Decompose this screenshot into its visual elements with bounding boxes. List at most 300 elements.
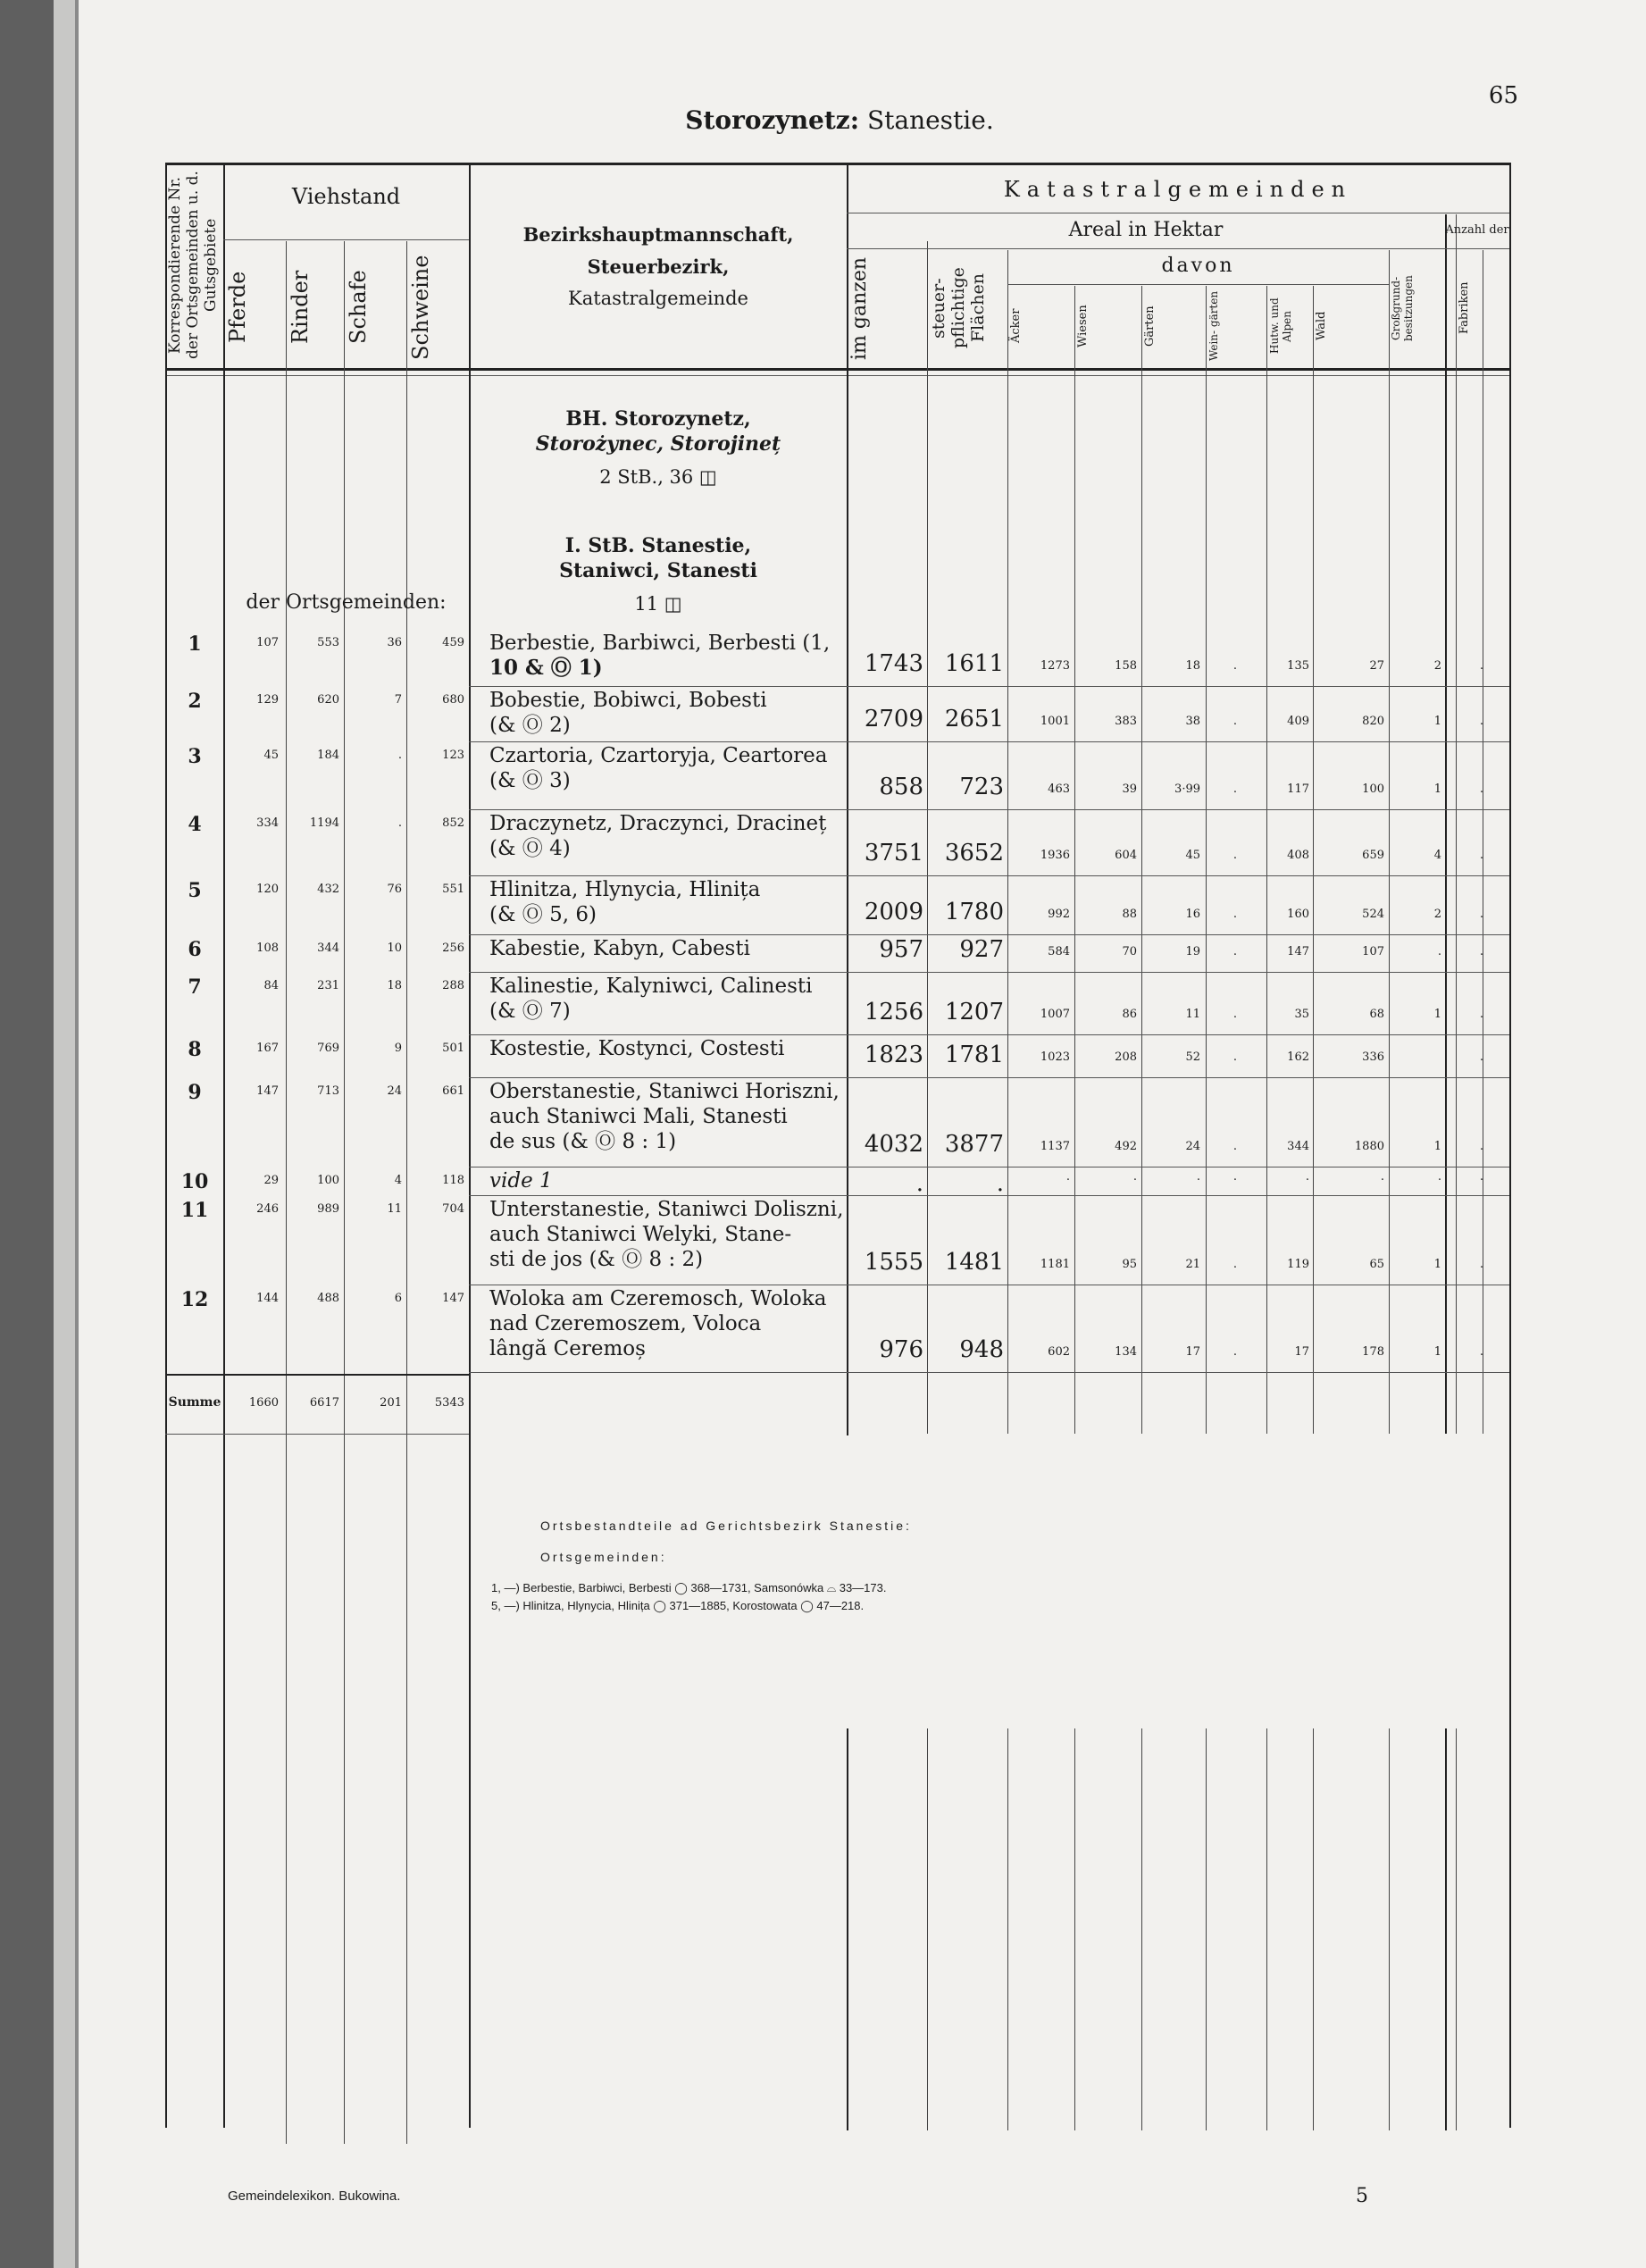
cell-pferde: 246 [256, 1202, 279, 1216]
col-line [165, 163, 167, 2128]
katastralgemeinde-name [489, 1079, 847, 1154]
row-number: 3 [188, 745, 202, 768]
cell-schweine: 288 [442, 979, 464, 992]
row-number: 11 [180, 1199, 209, 1222]
cell-steuer: 723 [959, 774, 1004, 800]
cell-rinder: 620 [317, 693, 339, 707]
cell-wald: 68 [1369, 1008, 1384, 1021]
name-line: Kostestie, Kostynci, Costesti [489, 1037, 785, 1060]
cell-schweine: 501 [442, 1042, 464, 1055]
cell-schafe: 18 [387, 979, 402, 992]
col-line [286, 241, 287, 2144]
row-number: 5 [188, 879, 202, 902]
name-line: (& Ⓞ 2) [489, 714, 571, 737]
cell-pferde: 29 [263, 1174, 279, 1187]
table-top-rule [165, 163, 1509, 165]
cell-rinder: 553 [317, 636, 339, 649]
cell-wein: . [1232, 1008, 1238, 1021]
col-line [1206, 1728, 1207, 2130]
viehstand-rule [223, 239, 469, 240]
col-line [469, 163, 471, 2128]
cell-steuer: . [996, 1170, 1004, 1197]
cell-gaerten: . [1196, 1170, 1200, 1184]
row-separator [469, 741, 1509, 742]
cell-rinder: 344 [317, 942, 339, 955]
table-right-edge [1509, 163, 1511, 2128]
cell-rinder: 231 [317, 979, 339, 992]
cell-schweine: 256 [442, 942, 464, 955]
row-number: 12 [180, 1288, 209, 1311]
cell-fabr: . [1479, 1008, 1484, 1021]
col-line [1007, 1728, 1008, 2130]
header-viehstand: Viehstand [291, 184, 401, 209]
header-im-ganzen: im ganzen [848, 256, 871, 360]
header-rinder: Rinder [288, 270, 313, 345]
row-separator [469, 875, 1509, 876]
name-line: Woloka am Czeremosch, Woloka [489, 1287, 827, 1310]
cell-rinder: 769 [317, 1042, 339, 1055]
cell-steuer: 2651 [944, 706, 1004, 732]
district-names: Storożynec, Storojineț [535, 432, 781, 456]
cell-fabr: . [1479, 908, 1484, 921]
cell-schafe: 9 [394, 1042, 402, 1055]
cell-steuer: 1207 [944, 999, 1004, 1025]
cell-steuer: 1481 [944, 1249, 1004, 1276]
cell-wiesen: 492 [1115, 1140, 1137, 1153]
header-schweine: Schweine [408, 255, 433, 360]
cell-wein: . [1232, 1140, 1238, 1153]
cell-aecker: 1023 [1040, 1050, 1070, 1064]
running-title-bold: Storozynetz: [685, 105, 860, 135]
col-line [927, 1728, 928, 2130]
cell-wiesen: 604 [1115, 849, 1137, 862]
cell-gaerten: 3·99 [1174, 783, 1200, 796]
scan-left-shadow [75, 0, 79, 2268]
scan-left-margin [54, 0, 75, 2268]
cell-schweine: 147 [442, 1292, 464, 1305]
summe-label: Summe [168, 1395, 221, 1410]
header-bh-line3: Katastralgemeinde [568, 288, 748, 309]
header-grossgrund: Großgrund- besitzungen [1390, 275, 1415, 341]
cell-pferde: 108 [256, 942, 279, 955]
col-line [1313, 1728, 1314, 2130]
cell-aecker: 1273 [1040, 659, 1070, 673]
cell-aecker: 1181 [1040, 1258, 1070, 1271]
cell-wiesen: 86 [1122, 1008, 1137, 1021]
header-weingaerten: Wein- gärten [1207, 290, 1220, 362]
cell-aecker: 584 [1048, 945, 1070, 958]
running-title [625, 105, 1054, 135]
cell-schafe: 10 [387, 942, 402, 955]
cell-wald: 1880 [1354, 1140, 1384, 1153]
cell-fabr: . [1479, 783, 1484, 796]
district-stb-count: 2 StB., 36 ◫ [599, 466, 717, 488]
cell-fabr: . [1479, 1345, 1484, 1359]
row-separator [469, 934, 1509, 935]
cell-rinder: 713 [317, 1084, 339, 1098]
name-line: vide 1 [489, 1169, 553, 1193]
cell-aecker: 463 [1048, 783, 1070, 796]
col-line [1141, 1728, 1142, 2130]
cell-ganzen: 4032 [864, 1131, 923, 1158]
cell-rinder: 100 [317, 1174, 339, 1187]
der-ortsgemeinden-label: der Ortsgemeinden: [246, 591, 447, 614]
cell-wein: . [1232, 659, 1238, 673]
cell-rinder: 989 [317, 1202, 339, 1216]
cell-steuer: 3652 [944, 840, 1004, 866]
cell-schafe: . [397, 749, 402, 762]
cell-steuer: 1781 [944, 1042, 1004, 1068]
cell-fabr: . [1479, 1050, 1484, 1064]
cell-schweine: 680 [442, 693, 464, 707]
cell-rinder: 488 [317, 1292, 339, 1305]
cell-gaerten: 16 [1185, 908, 1200, 921]
cell-ganzen: 858 [879, 774, 923, 800]
cell-wald: 107 [1362, 945, 1384, 958]
header-pferde: Pferde [225, 271, 250, 344]
name-line: Draczynetz, Draczynci, Dracineț [489, 812, 827, 835]
summe-pferde: 1660 [248, 1396, 279, 1410]
cell-pferde: 84 [263, 979, 279, 992]
cell-gross: 1 [1433, 1345, 1441, 1359]
cell-aecker: 1007 [1040, 1008, 1070, 1021]
district-line1: BH. Storozynetz, [565, 407, 751, 431]
davon-rule [1007, 284, 1389, 285]
cell-wiesen: 95 [1122, 1258, 1137, 1271]
cell-ganzen: 2009 [864, 899, 923, 925]
cell-wald: 659 [1362, 849, 1384, 862]
header-aecker: Äcker [1009, 308, 1023, 344]
cell-schweine: 459 [442, 636, 464, 649]
row-separator [469, 1195, 1509, 1196]
header-wiesen: Wiesen [1076, 305, 1090, 347]
name-line: Czartoria, Czartoryja, Ceartorea [489, 744, 828, 767]
cell-ganzen: 1555 [864, 1249, 923, 1276]
cell-aecker: . [1065, 1170, 1070, 1184]
cell-aecker: 1137 [1040, 1140, 1070, 1153]
footer-signature: 5 [1356, 2185, 1368, 2207]
cell-wiesen: 208 [1115, 1050, 1137, 1064]
cell-hutw: 147 [1287, 945, 1309, 958]
notes-line1: 1, —) Berbestie, Barbiwci, Berbesti ◯ 368—1731, Samsonówka ⌓ 33—173. [491, 1581, 887, 1594]
name-line: Kalinestie, Kalyniwci, Calinesti [489, 975, 813, 998]
cell-gross: . [1437, 1170, 1441, 1184]
name-line: Oberstanestie, Staniwci Horiszni, [489, 1080, 840, 1103]
name-line: Berbestie, Barbiwci, Berbesti (1, [489, 632, 831, 655]
katastralgemeinde-name [489, 974, 847, 1024]
cell-schafe: 4 [394, 1174, 402, 1187]
cell-ganzen: 976 [879, 1336, 923, 1363]
cell-wald: 524 [1362, 908, 1384, 921]
cell-steuer: 1611 [944, 650, 1004, 677]
cell-wiesen: 88 [1122, 908, 1137, 921]
col-line [223, 163, 225, 2128]
row-number: 10 [180, 1170, 209, 1193]
cell-gaerten: 24 [1185, 1140, 1200, 1153]
cell-hutw: 119 [1287, 1258, 1309, 1271]
col-line [1206, 286, 1207, 1434]
cell-ganzen: . [915, 1170, 923, 1197]
header-bh-line1: Bezirkshauptmannschaft, [522, 223, 794, 246]
cell-schafe: . [397, 816, 402, 830]
header-anzahl: Anzahl der [1445, 223, 1509, 237]
cell-fabr: . [1479, 1140, 1484, 1153]
cell-gross: 1 [1433, 1258, 1441, 1271]
cell-hutw: 160 [1287, 908, 1309, 921]
col-line [1456, 1728, 1457, 2130]
cell-gross: 1 [1433, 1140, 1441, 1153]
header-schafe: Schafe [346, 270, 371, 345]
cell-gross: 1 [1433, 783, 1441, 796]
cell-gaerten: 21 [1185, 1258, 1200, 1271]
cell-pferde: 147 [256, 1084, 279, 1098]
cell-gaerten: 52 [1185, 1050, 1200, 1064]
header-davon: davon [1161, 255, 1235, 277]
cell-schafe: 24 [387, 1084, 402, 1098]
col-line [1141, 286, 1142, 1434]
col-line [1445, 214, 1447, 1434]
cell-gross: 2 [1433, 908, 1441, 921]
cell-wiesen: 134 [1115, 1345, 1137, 1359]
name-line: Bobestie, Bobiwci, Bobesti [489, 689, 767, 712]
cell-wein: . [1232, 1345, 1238, 1359]
header-hutweiden: Hutw. und Alpen [1268, 297, 1293, 355]
cell-schweine: 661 [442, 1084, 464, 1098]
running-title-rest: Stanestie. [866, 105, 994, 135]
cell-ganzen: 957 [879, 936, 923, 963]
cell-gaerten: 38 [1185, 715, 1200, 728]
col-line [344, 241, 345, 2144]
scan-left-edge [0, 0, 54, 2268]
col-line [927, 241, 928, 1434]
page-number: 65 [1488, 82, 1518, 109]
cell-wald: 100 [1362, 783, 1384, 796]
cell-pferde: 144 [256, 1292, 279, 1305]
cell-schafe: 36 [387, 636, 402, 649]
katastralgemeinde-name [489, 1286, 847, 1361]
name-line: auch Staniwci Welyki, Stane- [489, 1223, 792, 1246]
cell-gross: 2 [1433, 659, 1441, 673]
cell-fabr: . [1479, 849, 1484, 862]
summe-bottom-rule [165, 1434, 469, 1435]
cell-hutw: 117 [1287, 783, 1309, 796]
cell-wald: 178 [1362, 1345, 1384, 1359]
row-separator [469, 809, 1509, 810]
stb-count: 11 ◫ [634, 593, 682, 615]
header-fabriken: Fabriken [1458, 281, 1471, 335]
cell-wiesen: 39 [1122, 783, 1137, 796]
name-line: Kabestie, Kabyn, Cabesti [489, 937, 750, 960]
row-separator [469, 1077, 1509, 1078]
col-line [1074, 1728, 1075, 2130]
cell-schafe: 7 [394, 693, 402, 707]
cell-wein: . [1232, 1258, 1238, 1271]
cell-hutw: 409 [1287, 715, 1309, 728]
cell-schweine: 551 [442, 883, 464, 896]
cell-pferde: 45 [263, 749, 279, 762]
footer-left: Gemeindelexikon. Bukowina. [228, 2188, 401, 2204]
col-line [1456, 214, 1457, 1434]
stb-names: Staniwci, Stanesti [559, 559, 757, 582]
cell-gaerten: 11 [1185, 1008, 1200, 1021]
katastralgemeinde-name [489, 743, 847, 793]
cell-wald: 65 [1369, 1258, 1384, 1271]
cell-hutw: . [1305, 1170, 1309, 1184]
cell-aecker: 1001 [1040, 715, 1070, 728]
cell-fabr: . [1479, 945, 1484, 958]
name-line: (& Ⓞ 7) [489, 1000, 571, 1023]
cell-schweine: 123 [442, 749, 464, 762]
cell-wein: . [1232, 849, 1238, 862]
katastralgemeinde-name [489, 631, 847, 681]
name-line: auch Staniwci Mali, Stanesti [489, 1105, 788, 1128]
row-separator [469, 1034, 1509, 1035]
cell-steuer: 927 [959, 936, 1004, 963]
row-separator [469, 1372, 1509, 1373]
col-line [1313, 286, 1314, 1434]
cell-hutw: 408 [1287, 849, 1309, 862]
cell-wald: . [1380, 1170, 1384, 1184]
cell-ganzen: 1256 [864, 999, 923, 1025]
summe-schweine: 5343 [434, 1396, 464, 1410]
cell-wein: . [1232, 783, 1238, 796]
cell-schafe: 11 [387, 1202, 402, 1216]
header-wald: Wald [1315, 311, 1328, 341]
cell-steuer: 3877 [944, 1131, 1004, 1158]
cell-gaerten: 17 [1185, 1345, 1200, 1359]
cell-fabr: . [1479, 659, 1484, 673]
row-number: 9 [188, 1081, 202, 1104]
cell-pferde: 167 [256, 1042, 279, 1055]
cell-schafe: 76 [387, 883, 402, 896]
row-number: 1 [188, 632, 202, 656]
katastralgemeinde-name [489, 1197, 847, 1272]
stb-title: I. StB. Stanestie, [564, 534, 752, 557]
header-steuer: steuer- pflichtige Flächen [929, 267, 988, 349]
header-gaerten: Gärten [1143, 305, 1157, 347]
cell-ganzen: 1743 [864, 650, 923, 677]
cell-wiesen: 158 [1115, 659, 1137, 673]
row-separator [469, 972, 1509, 973]
cell-gross: . [1437, 945, 1441, 958]
cell-ganzen: 2709 [864, 706, 923, 732]
cell-schafe: 6 [394, 1292, 402, 1305]
cell-hutw: 35 [1294, 1008, 1309, 1021]
cell-wiesen: 70 [1122, 945, 1137, 958]
cell-gaerten: 45 [1185, 849, 1200, 862]
notes-subtitle: Ortsgemeinden: [540, 1550, 667, 1564]
row-number: 8 [188, 1038, 202, 1061]
cell-aecker: 992 [1048, 908, 1070, 921]
header-katastralgemeinden: Katastralgemeinden [1003, 177, 1353, 202]
name-line: nad Czeremoszem, Voloca [489, 1312, 762, 1335]
cell-steuer: 1780 [944, 899, 1004, 925]
col-line [1389, 250, 1390, 1434]
col-line [847, 1728, 848, 2130]
cell-gaerten: 18 [1185, 659, 1200, 673]
areal-rule [847, 248, 1509, 249]
col-line [1389, 1728, 1390, 2130]
notes-line2: 5, —) Hlinitza, Hlynycia, Hlinița ◯ 371—1885, Korostowata ◯ 47—218. [491, 1599, 865, 1612]
district-title [470, 407, 847, 431]
row-number: 2 [188, 690, 202, 713]
cell-schweine: 704 [442, 1202, 464, 1216]
cell-pferde: 334 [256, 816, 279, 830]
summe-rule [165, 1374, 469, 1376]
cell-hutw: 344 [1287, 1140, 1309, 1153]
header-bh-line2: Steuerbezirk, [587, 255, 730, 278]
col-line [1266, 1728, 1267, 2130]
row-number: 6 [188, 938, 202, 961]
name-line: (& Ⓞ 5, 6) [489, 903, 597, 926]
cell-wald: 820 [1362, 715, 1384, 728]
cell-steuer: 948 [959, 1336, 1004, 1363]
katastralgemeinde-name [489, 688, 847, 738]
cell-pferde: 129 [256, 693, 279, 707]
header-areal: Areal in Hektar [1068, 219, 1224, 241]
cell-ganzen: 1823 [864, 1042, 923, 1068]
cell-rinder: 432 [317, 883, 339, 896]
cell-hutw: 162 [1287, 1050, 1309, 1064]
cell-aecker: 1936 [1040, 849, 1070, 862]
katastralgemeinde-name [489, 936, 847, 961]
row-number: 4 [188, 813, 202, 836]
summe-schafe: 201 [380, 1396, 402, 1410]
katastralgemeinde-name [489, 877, 847, 927]
cell-wiesen: . [1132, 1170, 1137, 1184]
cell-wein: . [1232, 1170, 1238, 1184]
col-line [406, 241, 407, 2144]
cell-fabr: . [1479, 715, 1484, 728]
cell-wein: . [1232, 945, 1238, 958]
header-korrespondierende: Korrespondierende Nr. der Ortsgemeinden u. d. Gutsgebiete [166, 171, 220, 360]
cell-rinder: 184 [317, 749, 339, 762]
cell-gross: 4 [1433, 849, 1441, 862]
cell-wein: . [1232, 715, 1238, 728]
cell-fabr: . [1479, 1170, 1484, 1184]
cell-wald: 336 [1362, 1050, 1384, 1064]
cell-schweine: 852 [442, 816, 464, 830]
cell-gaerten: 19 [1185, 945, 1200, 958]
name-line: 10 & Ⓞ 1) [489, 656, 603, 680]
katastralgemeinde-name [489, 1168, 847, 1193]
cell-gross: 1 [1433, 1008, 1441, 1021]
notes-title: Ortsbestandteile ad Gerichtsbezirk Stanestie: [540, 1519, 912, 1533]
cell-ganzen: 3751 [864, 840, 923, 866]
name-line: de sus (& Ⓞ 8 : 1) [489, 1130, 677, 1153]
cell-pferde: 120 [256, 883, 279, 896]
header-bottom-rule [165, 368, 1509, 371]
cell-gross: 1 [1433, 715, 1441, 728]
cell-wein: . [1232, 908, 1238, 921]
col-line [1266, 286, 1267, 1434]
row-number: 7 [188, 975, 202, 999]
cell-wiesen: 383 [1115, 715, 1137, 728]
name-line: Hlinitza, Hlynycia, Hlinița [489, 878, 761, 901]
cell-pferde: 107 [256, 636, 279, 649]
col-line [1007, 250, 1008, 1434]
cell-hutw: 17 [1294, 1345, 1309, 1359]
name-line: sti de jos (& Ⓞ 8 : 2) [489, 1248, 704, 1271]
name-line: (& Ⓞ 4) [489, 837, 571, 860]
name-line: Unterstanestie, Staniwci Doliszni, [489, 1198, 844, 1221]
cell-hutw: 135 [1287, 659, 1309, 673]
name-line: (& Ⓞ 3) [489, 769, 571, 792]
katastralgemeinde-name [489, 1036, 847, 1061]
katastralgemeinde-name [489, 811, 847, 861]
cell-wald: 27 [1369, 659, 1384, 673]
cell-wein: . [1232, 1050, 1238, 1064]
